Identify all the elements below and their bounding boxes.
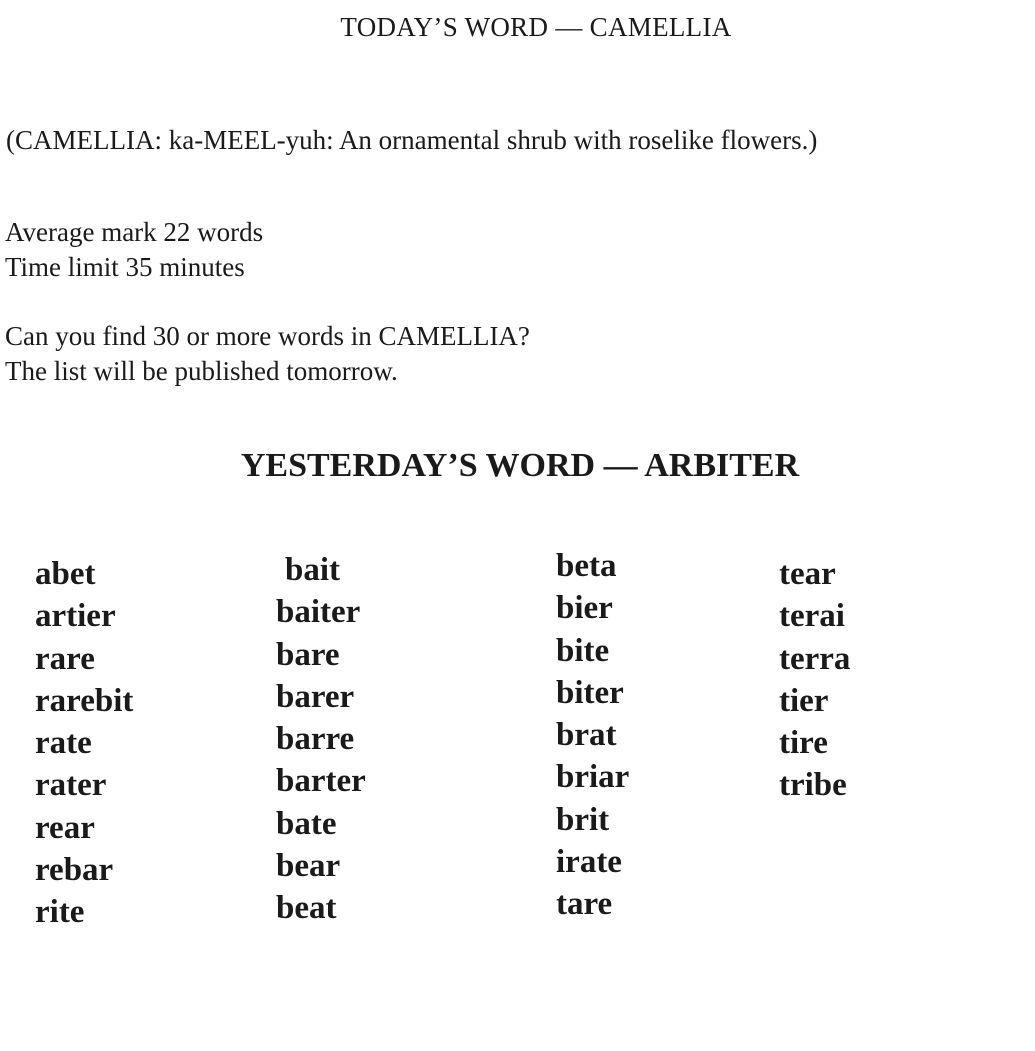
- word-column-4: [779, 553, 850, 807]
- time-limit: Time limit 35 minutes: [5, 252, 245, 282]
- word-list-item: rate: [35, 725, 92, 762]
- word-list-item: beat: [276, 890, 337, 927]
- word-list-item: tare: [556, 886, 613, 923]
- word-list-item: bier: [556, 590, 613, 627]
- word-list-item: brat: [556, 717, 617, 754]
- todays-word-title: TODAY’S WORD — CAMELLIA: [340, 12, 732, 42]
- word-list-item: biter: [556, 674, 624, 711]
- word-column-2: [276, 549, 366, 930]
- word-column-1: [35, 553, 133, 934]
- publish-note: The list will be published tomorrow.: [5, 356, 398, 386]
- word-list-item: bare: [276, 636, 340, 673]
- word-list-item: bite: [556, 632, 610, 669]
- word-list-item: barre: [276, 721, 355, 758]
- word-list-item: terra: [779, 640, 851, 677]
- word-list-item: briar: [556, 759, 630, 796]
- word-list-item: brit: [556, 801, 610, 838]
- word-list-item: tire: [779, 725, 828, 762]
- word-list-item: tear: [779, 556, 836, 592]
- word-list-item: rater: [35, 767, 107, 804]
- word-list-item: irate: [556, 844, 622, 881]
- word-list-item: tribe: [779, 767, 847, 804]
- yesterdays-word-title: YESTERDAY’S WORD — ARBITER: [240, 447, 800, 484]
- word-list-item: tier: [779, 682, 829, 719]
- word-list-item: abet: [35, 556, 96, 592]
- word-list-item: beta: [556, 548, 617, 584]
- word-list-item: barter: [276, 763, 366, 800]
- word-list-item: bear: [276, 848, 341, 885]
- word-list-item: barer: [276, 678, 355, 715]
- word-list-item: bait: [285, 552, 341, 588]
- word-list-item: rite: [35, 894, 85, 931]
- challenge-question: Can you find 30 or more words in CAMELLIA?: [5, 321, 530, 351]
- word-list-item: rarebit: [35, 682, 134, 719]
- word-list-item: rear: [35, 809, 95, 846]
- word-list-item: artier: [35, 598, 116, 635]
- word-list-item: rebar: [35, 852, 114, 889]
- word-list-item: terai: [779, 598, 845, 635]
- word-column-3: [556, 545, 629, 926]
- average-mark: Average mark 22 words: [5, 217, 264, 247]
- word-list-item: baiter: [276, 594, 361, 631]
- word-list-item: rare: [35, 640, 95, 677]
- word-list-item: bate: [276, 805, 337, 842]
- word-definition: (CAMELLIA: ka-MEEL-yuh: An ornamental shrub with roselike flowers.): [6, 125, 818, 155]
